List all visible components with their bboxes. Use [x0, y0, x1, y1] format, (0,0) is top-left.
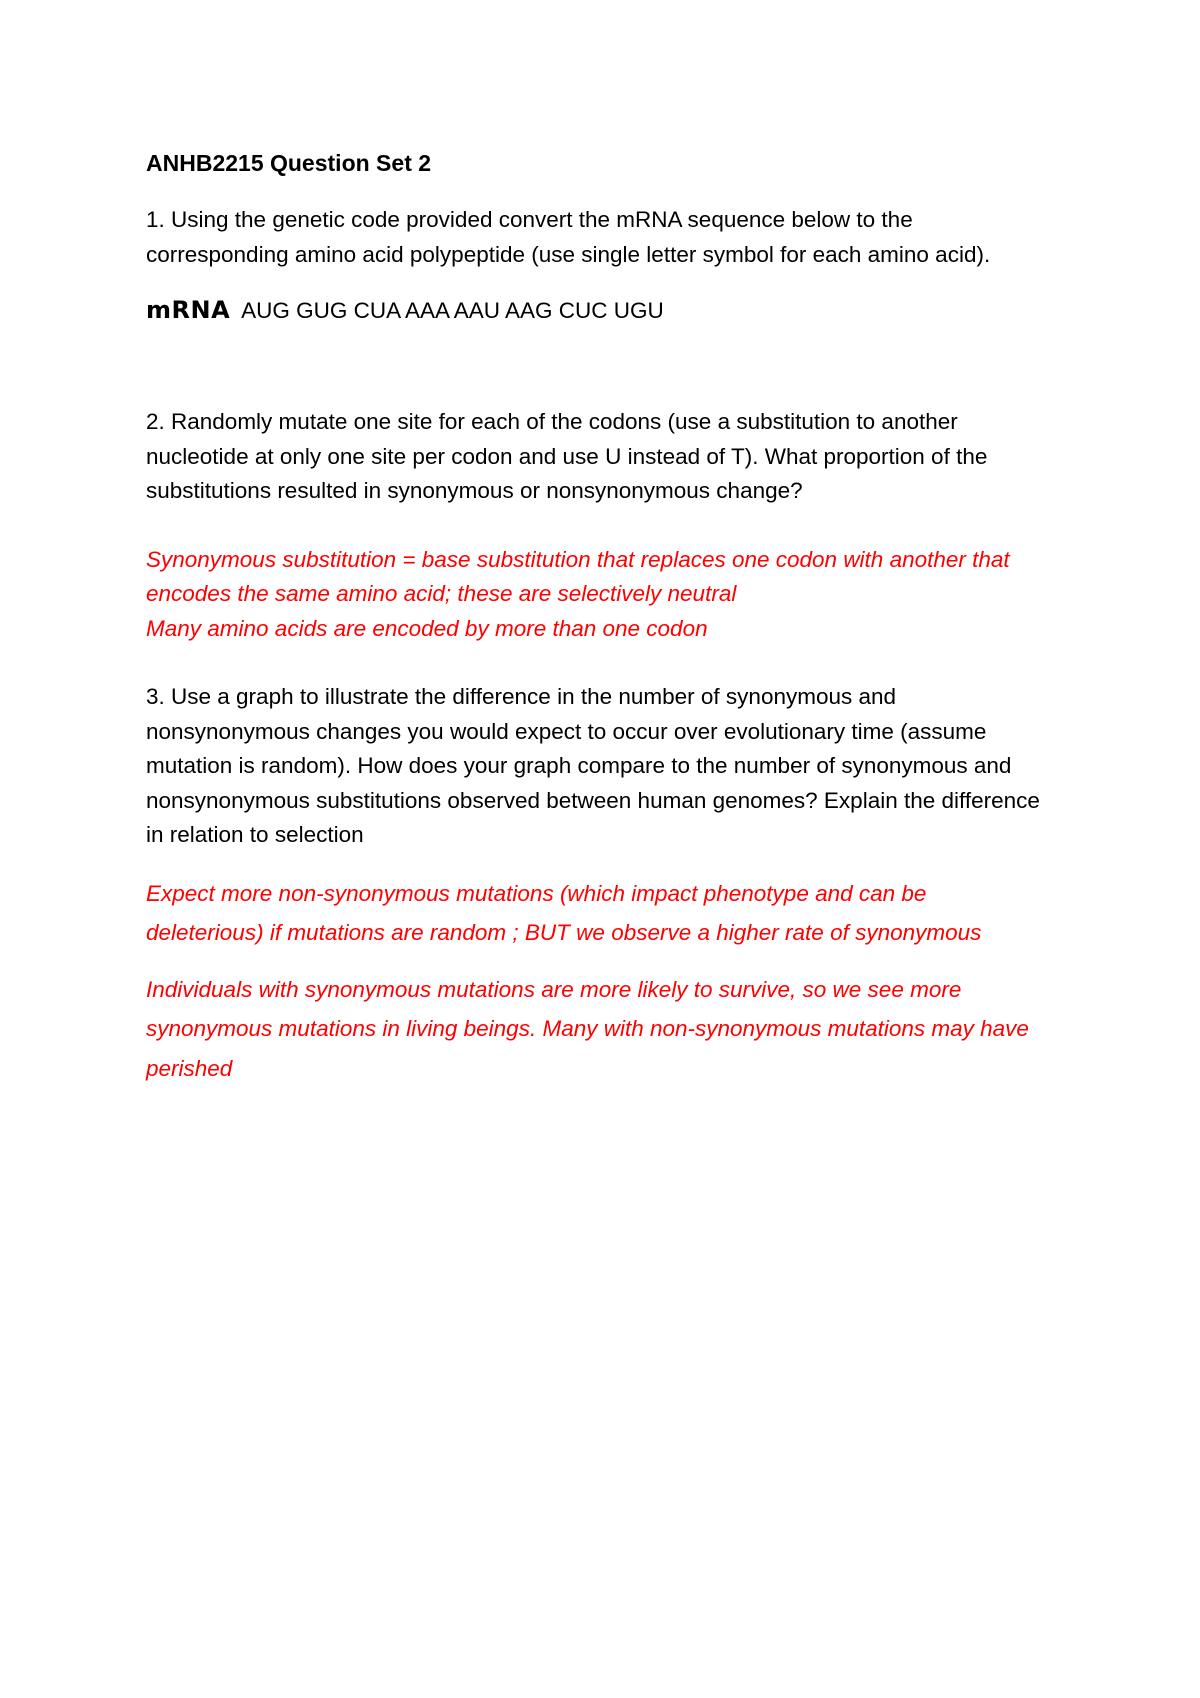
question-3: 3. Use a graph to illustrate the difference in the number of synonymous and nonsynonymous changes you would expect to occur over evolutionary time (assume mutation is random). How does your graph compare to the number of synonymous and nonsynonymous substitutions observed between human genomes? Explain the difference in relation to selection: [146, 684, 1040, 847]
mrna-label: mRNA: [146, 296, 231, 324]
answer-3-expectation: Expect more non-synonymous mutations (which impact phenotype and can be deleterious) if mutations are random ; BUT we observe a higher rate of synonymous: [146, 880, 982, 945]
answer-2: [146, 543, 1046, 647]
answer-2-note: Many amino acids are encoded by more than one codon: [146, 615, 708, 641]
document-body: [146, 146, 1046, 1088]
question-1: 1. Using the genetic code provided convert the mRNA sequence below to the corresponding amino acid polypeptide (use single letter symbol for each amino acid).: [146, 207, 991, 267]
mrna-sequence: AUG GUG CUA AAA AAU AAG CUC UGU: [241, 298, 664, 323]
document-title: ANHB2215 Question Set 2: [146, 150, 432, 176]
mrna-sequence-line: [146, 293, 1046, 328]
question-2: 2. Randomly mutate one site for each of the codons (use a substitution to another nucleotide at only one site per codon and use U instead of T). What proportion of the substitutions resulted in synonymous or nonsynonymous change?: [146, 409, 988, 503]
answer-2-definition: Synonymous substitution = base substitution that replaces one codon with another that encodes the same amino acid; these are selectively neutral: [146, 546, 1010, 606]
answer-3-explanation: Individuals with synonymous mutations are more likely to survive, so we see more synonymous mutations in living beings. Many with non-synonymous mutations may have perished: [146, 976, 1029, 1081]
